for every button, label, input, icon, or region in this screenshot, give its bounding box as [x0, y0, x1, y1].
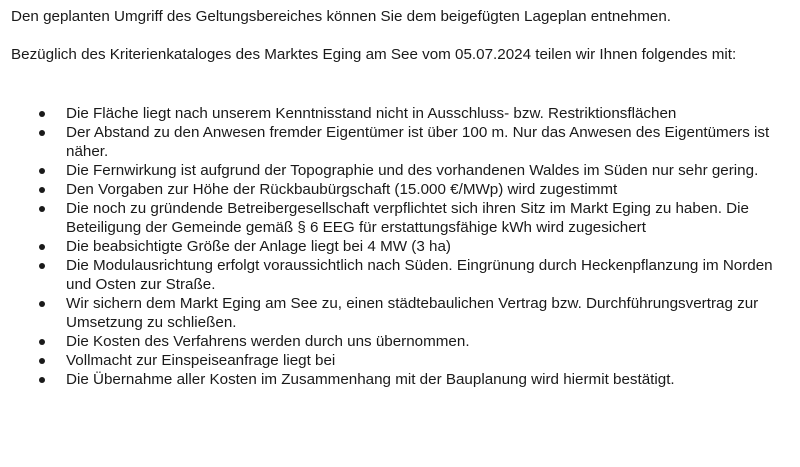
list-item [0, 294, 800, 332]
bullet-icon [39, 111, 45, 117]
list-item [0, 180, 800, 199]
list-item [0, 161, 800, 180]
list-item-text: Den Vorgaben zur Höhe der Rückbaubürgschaft (15.000 €/MWp) wird zugestimmt [66, 181, 618, 198]
list-item-text: Die Modulausrichtung erfolgt voraussichtlich nach Süden. Eingrünung durch Heckenpflanzung im Norden und Osten zur Straße. [66, 257, 773, 293]
bullet-icon [39, 130, 45, 136]
list-item-text: Die Übernahme aller Kosten im Zusammenhang mit der Bauplanung wird hiermit bestätigt. [66, 371, 675, 388]
criteria-intro-paragraph: Bezüglich des Kriterienkataloges des Marktes Eging am See vom 05.07.2024 teilen wir Ihnen folgendes mit: [11, 46, 737, 63]
list-item-text: Vollmacht zur Einspeiseanfrage liegt bei [66, 352, 336, 369]
criteria-list [0, 104, 800, 389]
list-item-text: Die noch zu gründende Betreibergesellschaft verpflichtet sich ihren Sitz im Markt Eging zu haben. Die Beteiligung der Gemeinde gemäß § 6 EEG für erstattungsfähige kWh wird zugesichert [66, 200, 749, 236]
list-item [0, 256, 800, 294]
list-item-text: Die Kosten des Verfahrens werden durch uns übernommen. [66, 333, 470, 350]
bullet-icon [39, 377, 45, 383]
list-item-text: Die Fernwirkung ist aufgrund der Topographie und des vorhandenen Waldes im Süden nur sehr gering. [66, 162, 759, 179]
list-item-text: Wir sichern dem Markt Eging am See zu, einen städtebaulichen Vertrag bzw. Durchführungsvertrag zur Umsetzung zu schließen. [66, 295, 759, 331]
bullet-icon [39, 263, 45, 269]
list-item-text: Die beabsichtigte Größe der Anlage liegt bei 4 MW (3 ha) [66, 238, 451, 255]
list-item-text: Die Fläche liegt nach unserem Kenntnisstand nicht in Ausschluss- bzw. Restriktionsflächen [66, 105, 677, 122]
bullet-icon [39, 339, 45, 345]
list-item [0, 332, 800, 351]
bullet-icon [39, 206, 45, 212]
bullet-icon [39, 168, 45, 174]
bullet-icon [39, 301, 45, 307]
bullet-icon [39, 187, 45, 193]
list-item [0, 123, 800, 161]
list-item [0, 370, 800, 389]
bullet-icon [39, 244, 45, 250]
list-item [0, 237, 800, 256]
list-item [0, 104, 800, 123]
list-item-text: Der Abstand zu den Anwesen fremder Eigentümer ist über 100 m. Nur das Anwesen des Eigentümers ist näher. [66, 124, 770, 160]
list-item [0, 199, 800, 237]
list-item [0, 351, 800, 370]
intro-paragraph: Den geplanten Umgriff des Geltungsbereiches können Sie dem beigefügten Lageplan entnehmen. [11, 8, 671, 25]
bullet-icon [39, 358, 45, 364]
